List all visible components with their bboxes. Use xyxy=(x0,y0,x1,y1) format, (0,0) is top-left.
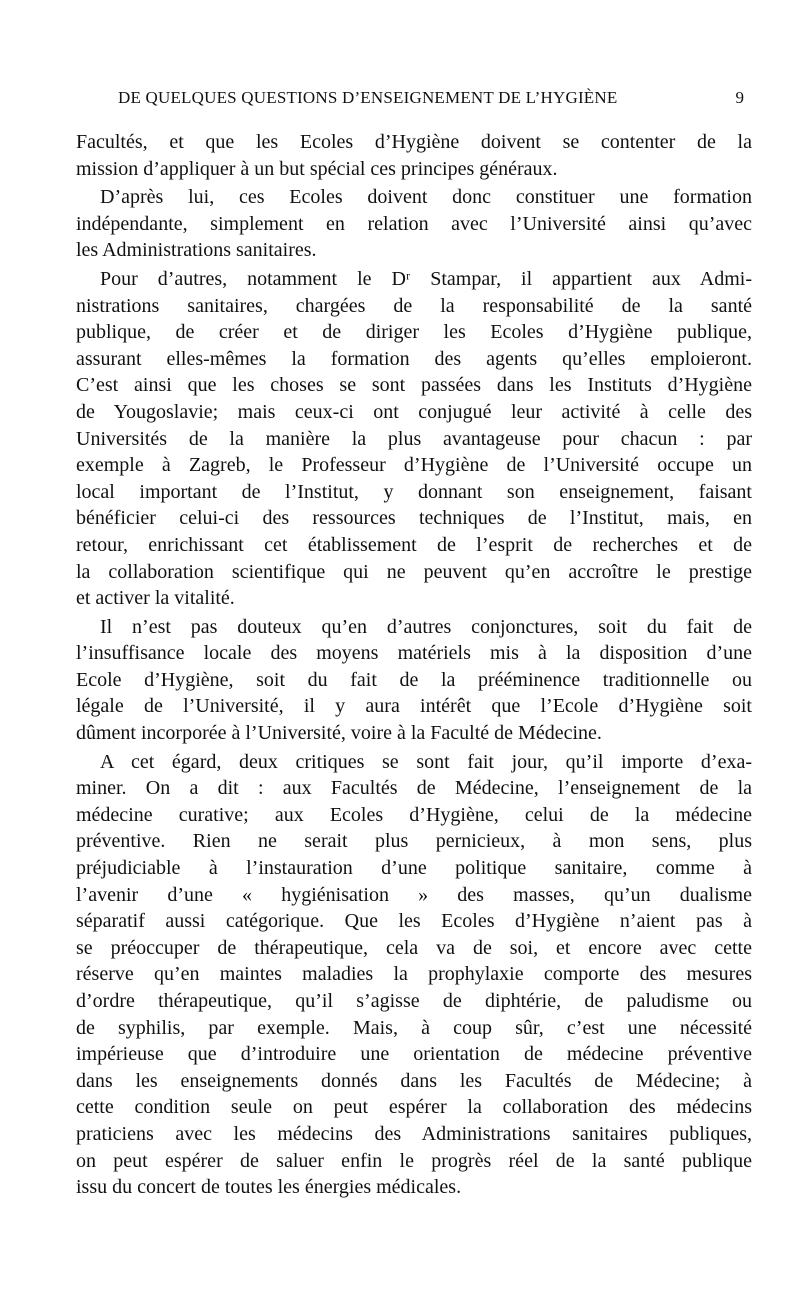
text-line: issu du concert de toutes les énergies médicales. xyxy=(76,1176,462,1199)
running-title: DE QUELQUES QUESTIONS D’ENSEIGNEMENT DE L’HYGIÈNE xyxy=(118,88,618,107)
text-line: Facultés, et que les Ecoles d’Hygiène doivent se contenter de la xyxy=(76,131,752,153)
text-line: de Yougoslavie; mais ceux-ci ont conjugué leur activité à celle des xyxy=(76,400,752,423)
text-line: et activer la vitalité. xyxy=(76,587,235,610)
paragraph xyxy=(76,614,752,747)
paragraph xyxy=(76,266,752,612)
text-line: praticiens avec les médecins des Administrations sanitaires publiques, xyxy=(76,1122,752,1145)
text-line: miner. On a dit : aux Facultés de Médecine, l’enseignement de la xyxy=(76,777,752,800)
text-line: dans les enseignements donnés dans les Facultés de Médecine; à xyxy=(76,1069,752,1092)
text-line: cette condition seule on peut espérer la collaboration des médecins xyxy=(76,1096,752,1119)
text-line: exemple à Zagreb, le Professeur d’Hygiène de l’Université occupe un xyxy=(76,454,752,477)
text-line: l’avenir d’une « hygiénisation » des masses, qu’un dualisme xyxy=(76,883,752,906)
text-line: les Administrations sanitaires. xyxy=(76,239,317,262)
paragraph xyxy=(76,129,752,182)
text-line: Universités de la manière la plus avantageuse pour chacun : par xyxy=(76,427,752,450)
text-line: préventive. Rien ne serait plus pernicieux, à mon sens, plus xyxy=(76,830,752,853)
text-line: D’après lui, ces Ecoles doivent donc constituer une formation xyxy=(100,186,752,209)
text-line: la collaboration scientifique qui ne peuvent qu’en accroître le prestige xyxy=(76,560,752,583)
text-line: Il n’est pas douteux qu’en d’autres conjonctures, soit du fait de xyxy=(100,615,752,638)
text-line: impérieuse que d’introduire une orientation de médecine préventive xyxy=(76,1043,752,1066)
text-line: A cet égard, deux critiques se sont fait jour, qu’il importe d’exa- xyxy=(100,750,752,773)
text-line: mission d’appliquer à un but spécial ces principes généraux. xyxy=(76,157,558,180)
text-line: se préoccuper de thérapeutique, cela va de soi, et encore avec cette xyxy=(76,936,752,959)
text-line: C’est ainsi que les choses se sont passées dans les Instituts d’Hygiène xyxy=(76,374,752,397)
text-line: indépendante, simplement en relation avec l’Université ainsi qu’avec xyxy=(76,212,752,235)
text-line: publique, de créer et de diriger les Ecoles d’Hygiène publique, xyxy=(76,321,752,344)
text-line: réserve qu’en maintes maladies la prophylaxie comporte des mesures xyxy=(76,963,752,986)
text-line: bénéficier celui-ci des ressources techniques de l’Institut, mais, en xyxy=(76,507,752,530)
text-line: on peut espérer de saluer enfin le progrès réel de la santé publique xyxy=(76,1149,752,1172)
text-line: Pour d’autres, notamment le Dʳ Stampar, il appartient aux Admi- xyxy=(100,267,752,290)
text-line: médecine curative; aux Ecoles d’Hygiène, celui de la médecine xyxy=(76,803,752,826)
text-line: légale de l’Université, il y aura intérêt que l’Ecole d’Hygiène soit xyxy=(76,695,752,718)
text-line: préjudiciable à l’instauration d’une politique sanitaire, comme à xyxy=(76,857,752,880)
paragraph xyxy=(76,184,752,264)
text-line: l’insuffisance locale des moyens matériels mis à la disposition d’une xyxy=(76,642,752,665)
text-line: séparatif aussi catégorique. Que les Ecoles d’Hygiène n’aient pas à xyxy=(76,910,752,933)
running-head xyxy=(0,88,800,114)
text-line: assurant elles-mêmes la formation des agents qu’elles emploieront. xyxy=(76,347,752,370)
text-line: local important de l’Institut, y donnant son enseignement, faisant xyxy=(76,480,752,503)
text-line: retour, enrichissant cet établissement de l’esprit de recherches et de xyxy=(76,533,752,556)
text-line: d’ordre thérapeutique, qu’il s’agisse de diphtérie, de paludisme ou xyxy=(76,990,752,1012)
page-number: 9 xyxy=(735,88,744,107)
text-line: de syphilis, par exemple. Mais, à coup sûr, c’est une nécessité xyxy=(76,1016,752,1039)
body-text xyxy=(76,129,752,1203)
text-line: nistrations sanitaires, chargées de la responsabilité de la santé xyxy=(76,294,752,317)
text-line: dûment incorporée à l’Université, voire à la Faculté de Médecine. xyxy=(76,722,602,745)
text-line: Ecole d’Hygiène, soit du fait de la prééminence traditionnelle ou xyxy=(76,668,752,691)
paragraph xyxy=(76,749,752,1201)
